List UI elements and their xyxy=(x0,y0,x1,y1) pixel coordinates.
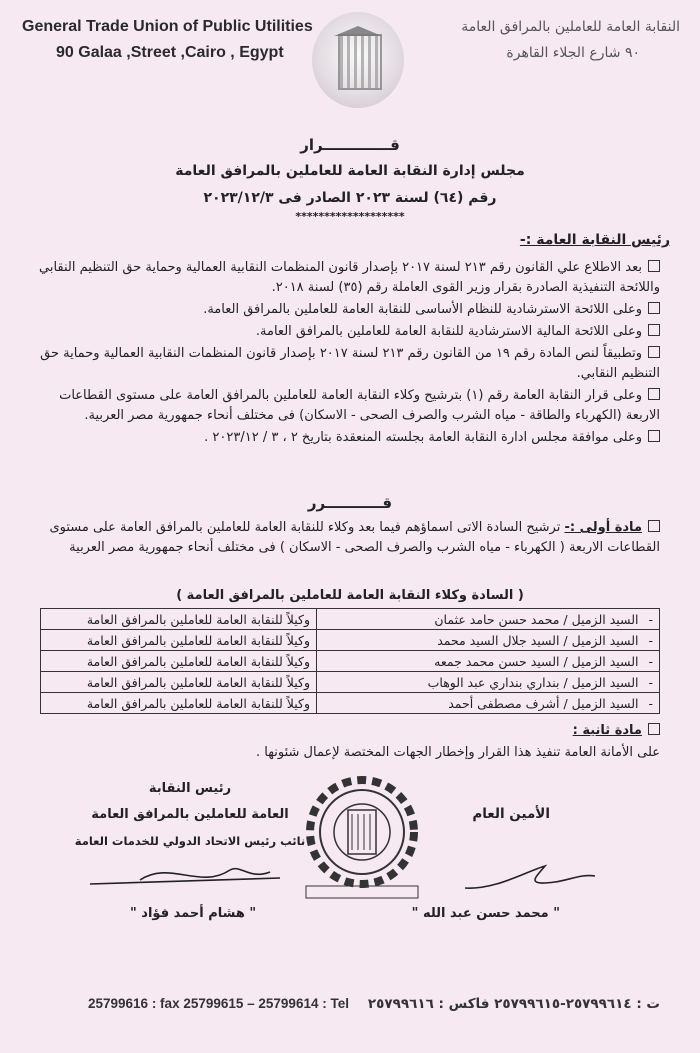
decision-heading: قـــــــــــــرار xyxy=(300,136,400,154)
table-row: -السيد الزميل / السيد حسن محمد جمعه وكيلاً للنقابة العامة للعاملين بالمرافق العامة xyxy=(41,651,660,672)
president-signature-block xyxy=(60,776,320,854)
article-one-text: ترشيح السادة الاتى اسماؤهم فيما بعد وكلاء للنقابة العامة للعاملين بالمرافق العامة على مستوى القطاعات الاربعة ( الكهرباء - مياه الشرب والصرف الصحى - الاسكان ) فى مختلف أنحاء جمهورية مصر العربية xyxy=(49,520,660,555)
checkbox-icon xyxy=(648,388,660,400)
preamble xyxy=(30,258,660,450)
article-two xyxy=(30,720,660,764)
org-address-english: 90 Galaa ,Street ,Cairo , Egypt xyxy=(56,44,284,61)
table-row: -السيد الزميل / محمد حسن حامد عثمان وكيلاً للنقابة العامة للعاملين بالمرافق العامة xyxy=(41,609,660,630)
checkbox-icon xyxy=(648,520,660,532)
president-name: " هشام أحمد فؤاد " xyxy=(130,906,257,921)
checkbox-icon xyxy=(648,430,660,442)
letterhead-english xyxy=(22,14,313,66)
preamble-item: وعلى موافقة مجلس ادارة النقابة العامة بجلسته المنعقدة بتاريخ ٢ ، ٣ / ٢٠٢٣/١٢ . xyxy=(30,428,660,448)
phone-arabic: ت : ٢٥٧٩٩٦١٤-٢٥٧٩٩٦١٥ فاكس : ٢٥٧٩٩٦١٦ xyxy=(367,996,660,1012)
article-one-label: مادة أولى :- xyxy=(564,520,642,535)
president-label: رئيس النقابة العامة :- xyxy=(519,232,670,248)
article-two-label: مادة ثانية : xyxy=(572,723,642,738)
article-two-text: على الأمانة العامة تنفيذ هذا القرار وإخطار الجهات المختصة لإعمال شئونها . xyxy=(256,745,660,760)
preamble-item: وعلى قرار النقابة العامة رقم (١) بترشيح وكلاء النقابة العامة للعاملين بالمرافق العامة على مستوى القطاعات الاربعة (الكهرباء والطاقة - مياه الشرب والصرف الصحى - الاسكان) فى مختلف أنحاء جمهورية مصر العربية. xyxy=(59,388,660,423)
checkbox-icon xyxy=(648,346,660,358)
secretary-title: الأمين العام xyxy=(472,806,550,822)
table-row: -السيد الزميل / بنداري بنداري عبد الوهاب وكيلاً للنقابة العامة للعاملين بالمرافق العامة xyxy=(41,672,660,693)
preamble-item: وتطبيقاً لنص المادة رقم ١٩ من القانون رقم ٢١٣ لسنة ٢٠١٧ بإصدار قانون المنظمات النقابية العمالية وحماية حق التنظيم النقابي. xyxy=(40,346,660,381)
preamble-item: بعد الاطلاع علي القانون رقم ٢١٣ لسنة ٢٠١٧ بإصدار قانون المنظمات النقابية العمالية وحماية حق التنظيم النقابي واللائحة التنفيذية الصادرة بقرار وزير القوى العاملة رقم (٣٥) لسنة ٢٠١٨. xyxy=(39,260,660,295)
agents-caption: ( السادة وكلاء النقابة العامة للعاملين بالمرافق العامة ) xyxy=(176,588,524,603)
table-row: -السيد الزميل / أشرف مصطفى أحمد وكيلاً للنقابة العامة للعاملين بالمرافق العامة xyxy=(41,693,660,714)
preamble-item: وعلى اللائحة المالية الاسترشادية للنقابة العامة للعاملين بالمرافق العامة. xyxy=(30,322,660,342)
checkbox-icon xyxy=(648,723,660,735)
org-name-arabic: النقابة العامة للعاملين بالمرافق العامة xyxy=(461,19,680,35)
agents-table xyxy=(40,608,660,714)
president-signature-icon xyxy=(80,850,300,900)
union-seal-icon xyxy=(302,770,422,900)
decision-number: رقم (٦٤) لسنة ٢٠٢٣ الصادر فى ٢٠٢٣/١٢/٣ xyxy=(203,190,497,206)
council-name: مجلس إدارة النقابة العامة للعاملين بالمرافق العامة xyxy=(175,163,525,179)
org-address-arabic: ٩٠ شارع الجلاء القاهرة xyxy=(506,45,640,61)
checkbox-icon xyxy=(648,302,660,314)
secretary-signature-icon xyxy=(455,852,605,902)
preamble-item: وعلى اللائحة الاسترشادية للنظام الأساسى للنقابة العامة للعاملين بالمرافق العامة. xyxy=(30,300,660,320)
president-intl-title: نائب رئيس الاتحاد الدولي للخدمات العامة xyxy=(74,834,306,848)
letterhead-arabic xyxy=(461,14,680,66)
table-row: -السيد الزميل / السيد جلال السيد محمد وكيلاً للنقابة العامة للعاملين بالمرافق العامة xyxy=(41,630,660,651)
president-title: رئيس النقابة xyxy=(148,781,232,796)
phone-english: 25799616 : fax 25799615 – 25799614 : Tel xyxy=(88,996,349,1011)
decides-heading: قـــــــــــرر xyxy=(307,494,393,512)
article-one xyxy=(30,518,660,558)
checkbox-icon xyxy=(648,260,660,272)
stars-divider: ******************* xyxy=(295,210,405,223)
org-name-english: General Trade Union of Public Utilities xyxy=(22,18,313,35)
union-logo-icon xyxy=(312,12,404,108)
secretary-name: " محمد حسن عبد الله " xyxy=(411,906,560,921)
president-org: العامة للعاملين بالمرافق العامة xyxy=(91,807,289,822)
checkbox-icon xyxy=(648,324,660,336)
